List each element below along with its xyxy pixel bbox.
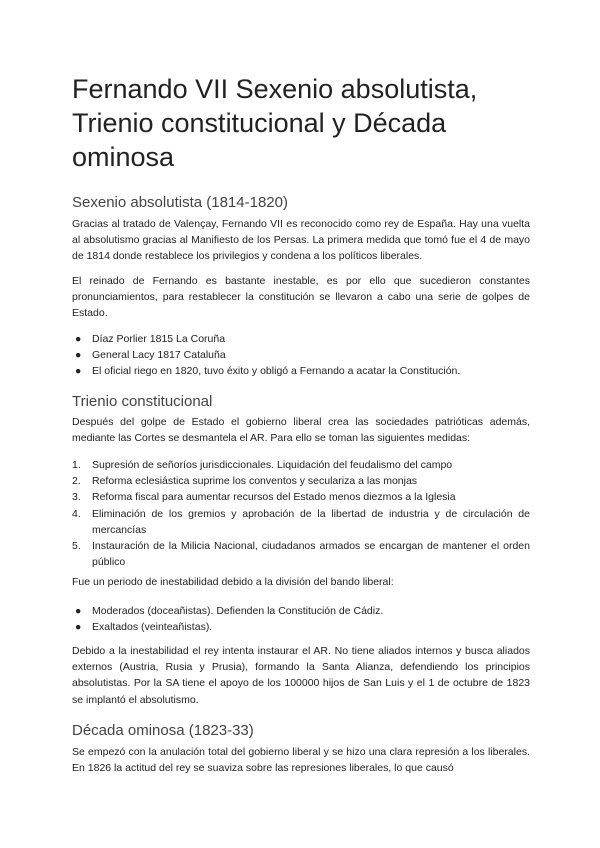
list-item: 4. Eliminación de los gremios y aprobación de la libertad de industria y de circulación de mercancías <box>72 507 530 536</box>
list-item: 1. Supresión de señoríos jurisdiccionales. Liquidación del feudalismo del campo <box>72 459 453 471</box>
paragraph: Gracias al tratado de Valençay, Fernando VII es reconocido como rey de España. Hay una vuelta al absolutismo gracias al Manifiesto de los Persas. La primera medida que tomó fue el 4 de mayo de 1814 donde restablece los privilegios y condena a los políticos liberales. <box>72 218 530 263</box>
section-heading-trienio: Trienio constitucional <box>72 393 213 410</box>
paragraph: Se empezó con la anulación total del gobierno liberal y se hizo una clara represión a los liberales. En 1826 la actitud del rey se suaviza sobre las represiones liberales, lo que causó <box>72 746 530 775</box>
list-item: ● General Lacy 1817 Cataluña <box>75 349 226 362</box>
bullet-list <box>72 603 530 635</box>
page-title: Fernando VII Sexenio absolutista, Trienio constitucional y Década ominosa <box>72 74 478 172</box>
list-item: 3. Reforma fiscal para aumentar recursos del Estado menos diezmos a la Iglesia <box>72 491 456 504</box>
paragraph: El reinado de Fernando es bastante inestable, es por ello que sucedieron constantes pronunciamientos, para restablecer la constitución se llevaron a cabo una serie de golpes de Estado. <box>72 275 530 320</box>
list-item: ● Exaltados (veinteañistas). <box>75 621 213 634</box>
list-item: ● Díaz Porlier 1815 La Coruña <box>75 333 226 345</box>
list-item: ● Moderados (doceañistas). Defienden la Constitución de Cádiz. <box>75 605 384 617</box>
list-item: 2. Reforma eclesiástica suprime los conventos y seculariza a las monjas <box>72 475 418 488</box>
section-heading-decada: Década ominosa (1823-33) <box>72 722 254 739</box>
list-item: 5. Instauración de la Milicia Nacional, ciudadanos armados se encargan de mantener el orden público <box>72 540 530 569</box>
bullet-list <box>72 331 530 380</box>
section-heading-sexenio: Sexenio absolutista (1814-1820) <box>72 194 288 211</box>
paragraph: Después del golpe de Estado el gobierno liberal crea las sociedades patrióticas además, mediante las Cortes se desmantela el AR. Para ello se toman las siguientes medidas: <box>72 416 530 445</box>
list-item: ● El oficial riego en 1820, tuvo éxito y obligó a Fernando a acatar la Constitución. <box>75 365 461 378</box>
numbered-list <box>72 457 530 570</box>
paragraph: Debido a la inestabilidad el rey intenta instaurar el AR. No tiene aliados internos y busca aliados externos (Austria, Rusia y Prusia), formando la Santa Alianza, defendiendo los principios absolutistas. Por la SA tiene el apoyo de los 100000 hijos de San Luis y el 1 de octubre de 1823 se implantó el absolutismo. <box>72 645 530 706</box>
paragraph: Fue un periodo de inestabilidad debido a la división del bando liberal: <box>72 576 394 588</box>
